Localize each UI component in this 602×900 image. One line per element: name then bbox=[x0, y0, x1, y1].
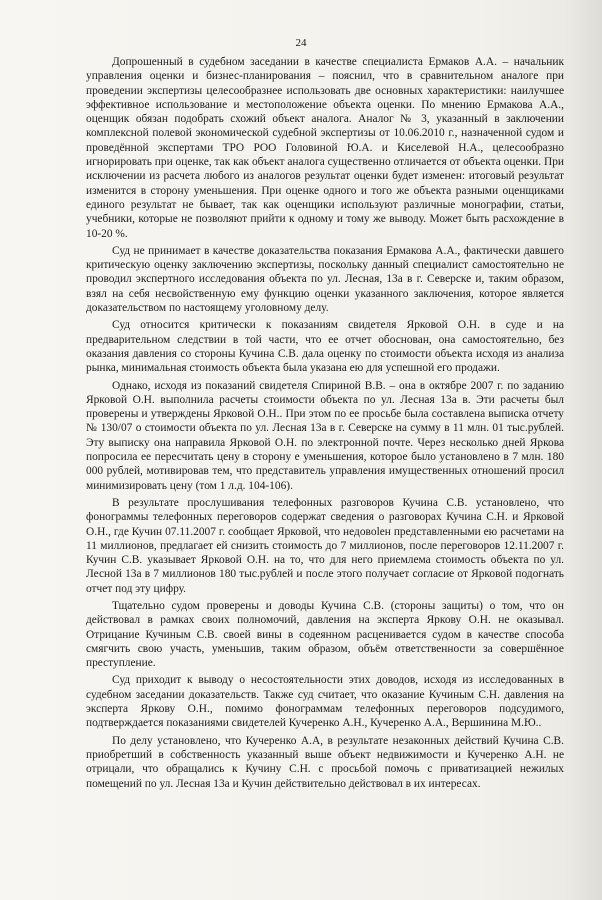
paragraph-5: В результате прослушивания телефонных разговоров Кучина С.В. установлено, что фонограммы телефонных переговоров содержат сведения о разговорах Кучина С.Н. и Ярковой О.Н., где Кучин 07.11.2007 г. сообщает Ярковой, что недовolен представленными ею расчетами на 11 миллионов, предлагает ей снизить стоимость до 7 миллионов, после переговоров 12.11.2007 г. Кучин С.В. указывает Ярковой О.Н. на то, что для него приемлема стоимость объекта по ул. Лесной 13а в 7 миллионов 180 тыс.рублей и после этого получает согласие от Ярковой подогнать отчет под эту цифру. bbox=[86, 496, 564, 595]
paragraph-2: Суд не принимает в качестве доказательства показания Ермакова А.А., фактически давшего критическую оценку заключению экспертизы, поскольку данный специалист самостоятельно не проводил экспертного исследования объекта по ул. Лесная, 13а в г. Северске и, таким образом, взял на себя несвойственную ему функцию оценки указанного заключения, которое является доказательством по настоящему уголовному делу. bbox=[86, 244, 564, 315]
page-number: 24 bbox=[295, 37, 307, 49]
scan-edge-shadow bbox=[564, 0, 602, 900]
paragraph-4: Однако, исходя из показаний свидетеля Спириной В.В. – она в октябре 2007 г. по заданию Ярковой О.Н. выполнила расчеты стоимости объекта по ул. Лесная 13а в. Эти расчеты был проверены и утверждены Ярковой О.Н.. При этом по ее просьбе была составлена выписка отчету № 130/07 о стоимости объекта по ул. Лесная 13а в г. Северске на сумму в 11 млн. 01 тыс.рублей. Эту выписку она направила Ярковой О.Н. по электронной почте. Через несколько дней Яркова попросила ее пересчитать цену в сторону е уменьшения, которое было установлено в 7 млн. 180 000 рублей, мотивировав тем, что представитель управления имущественных отношений просил минимизировать цену (том 1 л.д. 104-106). bbox=[86, 379, 564, 492]
paragraph-8: По делу установлено, что Кучеренко А.А, в результате незаконных действий Кучина С.В. приобретший в собственность указанный выше объект недвижимости и Кучеренко А.Н. не отрицали, что обращались к Кучину С.Н. с просьбой помочь с приватизацией нежилых помещений по ул. Лесная 13а и Кучин действительно действовал в их интересах. bbox=[86, 734, 564, 790]
paragraph-7: Суд приходит к выводу о несостоятельности этих доводов, исходя из исследованных в судебном заседании доказательств. Также суд считает, что оказание Кучиным С.Н. давления на эксперта Яркову О.Н., помимо фонограммам телефонных переговоров подсудимого, подтверждается показаниями свидетелей Кучеренко А.Н., Кучеренко А.А., Вершинина М.Ю.. bbox=[86, 674, 564, 730]
paragraph-6: Тщательно судом проверены и доводы Кучина С.В. (стороны защиты) о том, что он действовал в рамках своих полномочий, давления на эксперта Яркову О.Н. не оказывал. Отрицание Кучиным С.В. своей вины в содеянном расценивается судом в качестве способа смягчить свою участь, уменьшив, таким образом, объём ответственности за совершённое преступление. bbox=[86, 599, 564, 670]
paragraph-1: Допрошенный в судебном заседании в качестве специалиста Ермаков А.А. – начальник управления оценки и бизнес-планирования – пояснил, что в сравнительном аналоге при проведении экспертизы целесообразнее использовать две основных характеристики: наилучшее эффективное использование и местоположение объекта оценки. По мнению Ермакова А.А., оценщик обязан подобрать схожий объект аналога. Аналог № 3, указанный в заключении комплексной полевой экономической судебной экспертизы от 10.06.2010 г., назначенной судом и проведённой экспертами ТРО РОО Головиной Ю.А. и Киселевой Н.А., целесообразно игнорировать при оценке, так как объект аналога существенно отличается от объекта оценки. При исключении из расчета любого из аналогов результат оценки будет изменен: итоговый результат изменится в сторону уменьшения. При оценке одного и того же объекта разными оценщиками единого результат не бывает, так как оценщики используют различные монографии, статьи, учебники, которые не позволяют прийти к одному и тому же выводу. Может быть расхождение в 10-20 %. bbox=[86, 56, 564, 240]
paragraph-3: Суд относится критически к показаниям свидетеля Ярковой О.Н. в суде и на предварительном следствии в той части, что ее отчет обоснован, она самостоятельно, без оказания давления со стороны Кучина С.В. дала оценку по стоимости объекта исходя из анализа рынка, минимальная стоимость объекта была указана ею для успешной его продажи. bbox=[86, 319, 564, 375]
document-body bbox=[86, 55, 564, 794]
